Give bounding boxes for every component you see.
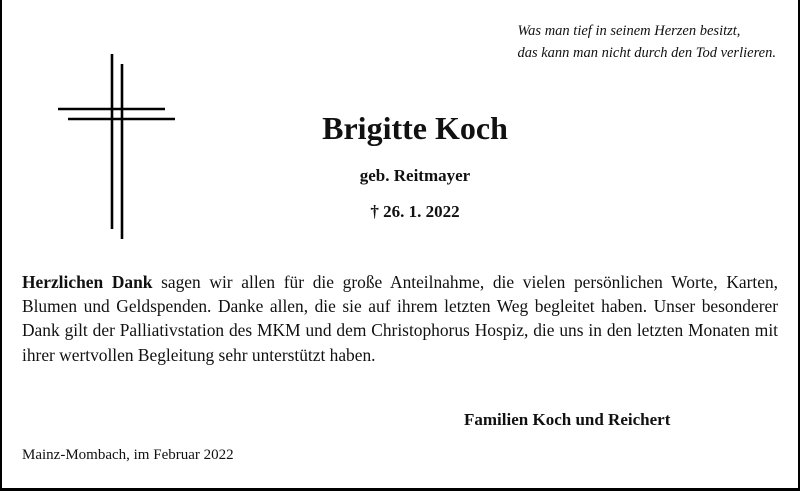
message-lead: Herzlichen Dank [22,272,153,292]
signature: Familien Koch und Reichert [464,410,671,429]
maiden-name: geb. Reitmayer [359,166,471,185]
thank-you-message [22,270,778,367]
place-date: Mainz-Mombach, im Februar 2022 [22,447,234,463]
quote-line: Was man tief in seinem Herzen besitzt, [517,23,741,39]
quote-line: das kann man nicht durch den Tod verlieren. [517,45,776,61]
message-text: sagen wir allen für die große Anteilnahme, die vielen persönlichen Worte, Karten, Blumen und Geldspenden. Danke allen, die sie auf ihrem letzten Weg begleitet haben. Unser besonderer Dank gilt der Palliativstation des MKM und dem Christophorus Hospiz, die uns in den letzten Monaten mit ihrer wertvollen Begleitung sehr unterstützt haben. [22,272,778,365]
epigraph-quote [517,20,776,64]
death-date: † 26. 1. 2022 [370,202,460,221]
deceased-name: Brigitte Koch [322,110,508,146]
obituary-notice [2,0,798,488]
